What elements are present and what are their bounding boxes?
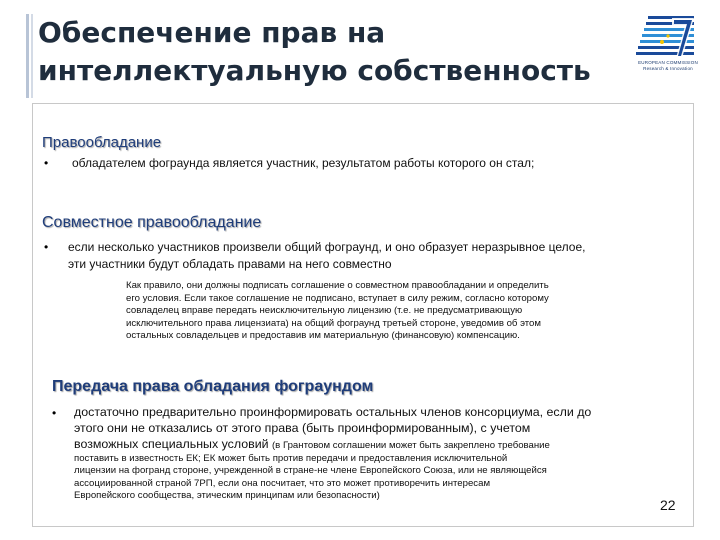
page-title: Обеспечение прав на интеллектуальную собственность — [38, 16, 591, 87]
section-heading-joint: Совместное правообладание — [42, 214, 262, 231]
transfer-line1: достаточно предварительно проинформировать остальных членов консорциума, если до — [74, 405, 592, 419]
section-heading-transfer: Передача права обладания фограундом — [52, 378, 374, 395]
note-line: остальных совладельцев и предоставив им материальную (финансовую) компенсацию. — [126, 330, 520, 341]
note-line: его условия. Если такое соглашение не подписано, вступает в силу режим, согласно которому — [126, 292, 549, 304]
joint-text-line1: если несколько участников произвели общий фограунд, и оно образует неразрывное целое, — [68, 240, 586, 254]
note-line: совладелец вправе передать неисключительную лицензию (т.е. не предусматривающую — [126, 305, 523, 316]
section-heading-ownership: Правообладание — [42, 134, 162, 151]
transfer-small-line: Европейского сообщества, этическим принципам или безопасности) — [74, 490, 380, 501]
bullet-icon: • — [52, 406, 57, 420]
transfer-small-line: лицензии на фогранд стороне, учрежденной в стране-не члене Европейского Союза, или не являющейся — [74, 465, 547, 476]
transfer-small-line: ассоциированной страной 7РП, если она посчитает, что это может противоречить интересам — [74, 477, 491, 489]
ownership-text: обладателем фограунда является участник, результатом работы которого он стал; — [72, 156, 535, 170]
joint-note — [126, 280, 666, 343]
page-number: 22 — [660, 497, 676, 513]
bullet-icon: • — [44, 156, 49, 170]
transfer-line3-main: возможных специальных условий — [74, 437, 272, 451]
note-line: Как правило, они должны подписать соглашение о совместном правообладании и определить — [126, 280, 549, 291]
logo-caption-line2: Research & Innovation — [643, 66, 693, 71]
logo-caption-line1: EUROPEAN COMMISSION — [638, 60, 698, 65]
bullet-icon: • — [44, 240, 49, 254]
transfer-text — [74, 404, 674, 503]
transfer-line2: этого они не отказались от этого права (быть проинформированным), с учетом — [74, 421, 531, 435]
fp7-logo — [632, 14, 704, 92]
logo-caption — [632, 60, 704, 72]
transfer-line3-small: (в Грантовом соглашении может быть закреплено требование — [271, 440, 550, 451]
title-accent-bar — [20, 14, 38, 98]
note-line: исключительного права лицензиата) на общий фограунд третьей стороне, уведомив об этом — [126, 317, 541, 329]
transfer-small-line: поставить в известность ЕК; ЕК может быть против передачи и предоставления исключительной — [74, 452, 508, 464]
transfer-line3 — [74, 436, 674, 453]
joint-text-line2: эти участники будут обладать правами на него совместно — [68, 257, 392, 271]
